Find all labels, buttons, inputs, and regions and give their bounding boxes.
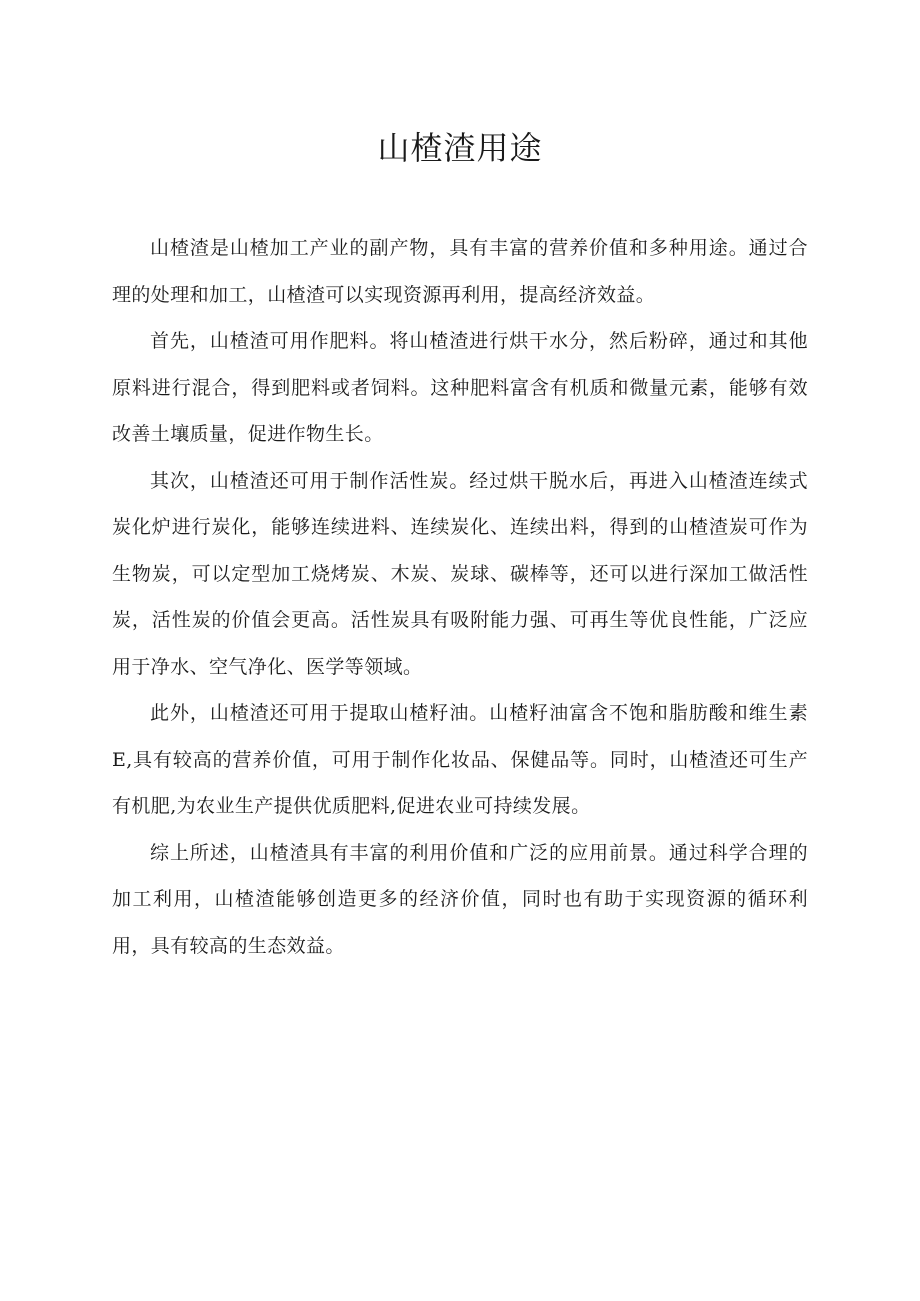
document-body xyxy=(112,225,808,969)
document-title: 山楂渣用途 xyxy=(377,129,543,167)
paragraph-intro: 山楂渣是山楂加工产业的副产物，具有丰富的营养价值和多种用途。通过合理的处理和加工，山楂渣可以实现资源再利用，提高经济效益。 xyxy=(112,237,808,306)
paragraph-fertilizer: 首先，山楂渣可用作肥料。将山楂渣进行烘干水分，然后粉碎，通过和其他原料进行混合，得到肥料或者饲料。这种肥料富含有机质和微量元素，能够有效改善土壤质量，促进作物生长。 xyxy=(112,330,808,445)
paragraph-seed-oil: 此外，山楂渣还可用于提取山楂籽油。山楂籽油富含不饱和脂肪酸和维生素E,具有较高的营养价值，可用于制作化妆品、保健品等。同时，山楂渣还可生产有机肥,为农业生产提供优质肥料,促进农业可持续发展。 xyxy=(112,702,808,817)
paragraph-conclusion: 综上所述，山楂渣具有丰富的利用价值和广泛的应用前景。通过科学合理的加工利用，山楂渣能够创造更多的经济价值，同时也有助于实现资源的循环利用，具有较高的生态效益。 xyxy=(112,841,808,957)
paragraph-activated-carbon: 其次，山楂渣还可用于制作活性炭。经过烘干脱水后，再进入山楂渣连续式炭化炉进行炭化，能够连续进料、连续炭化、连续出料，得到的山楂渣炭可作为生物炭，可以定型加工烧烤炭、木炭、炭球、碳棒等，还可以进行深加工做活性炭，活性炭的价值会更高。活性炭具有吸附能力强、可再生等优良性能，广泛应用于净水、空气净化、医学等领域。 xyxy=(112,469,808,678)
